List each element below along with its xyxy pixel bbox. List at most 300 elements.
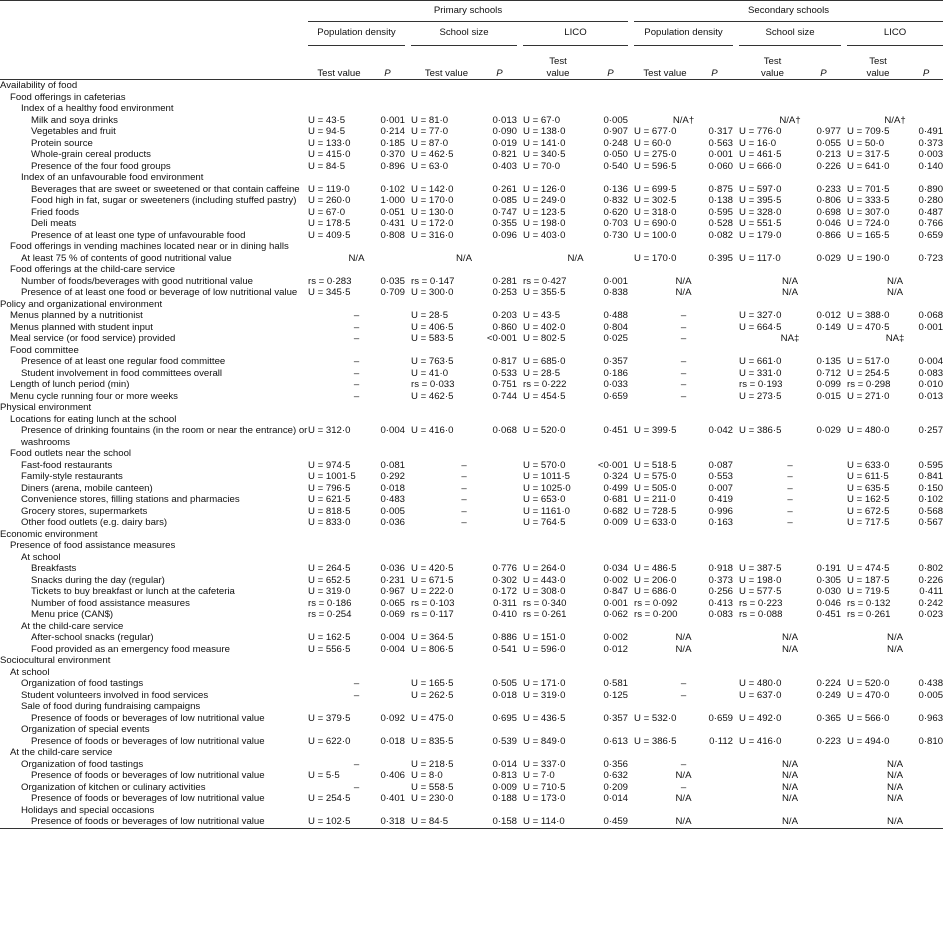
p-value-cell: 0·324 (603, 471, 628, 482)
table-row (0, 207, 943, 219)
p-value-cell: 0·838 (603, 287, 628, 298)
p-value-cell: 0·140 (918, 160, 943, 172)
table-row (0, 816, 943, 828)
test-value-cell: rs = 0·283 (308, 275, 352, 287)
p-value-cell: 0·499 (603, 482, 628, 494)
p-value-cell: 0·081 (380, 459, 405, 471)
na-cell: – (461, 459, 467, 471)
row-label: Breakfasts (31, 563, 77, 574)
test-value-cell: U = 8·0 (411, 770, 443, 781)
table-row (0, 184, 943, 196)
p-value-cell: 0·233 (816, 183, 841, 195)
na-cell: – (353, 379, 360, 390)
section-row (0, 299, 943, 311)
section-row (0, 345, 943, 357)
test-value-cell: rs = 0·298 (847, 379, 891, 390)
test-value-cell: rs = 0·117 (411, 609, 454, 620)
na-cell: N/A† (884, 114, 906, 126)
p-value-cell: 0·620 (603, 206, 628, 218)
test-value-cell: U = 187·5 (847, 574, 890, 586)
test-value-cell: U = 260·0 (308, 195, 351, 206)
test-value-cell: U = 454·5 (523, 390, 566, 402)
table-row (0, 368, 943, 380)
na-cell: N/A (887, 816, 904, 827)
test-value-cell: U = 666·0 (739, 160, 782, 172)
test-value-cell: U = 583·5 (411, 333, 454, 344)
p-value-cell: 0·009 (492, 781, 517, 793)
test-value-cell: U = 173·0 (523, 793, 566, 804)
test-value-cell: U = 802·5 (523, 333, 566, 344)
section-row (0, 92, 943, 104)
section-row (0, 724, 943, 736)
table-row (0, 195, 943, 207)
na-cell: N/A (675, 275, 692, 287)
test-value-cell: U = 461·5 (739, 149, 782, 160)
table-row (0, 678, 943, 690)
na-cell: N/A (782, 275, 798, 287)
na-cell: N/A (567, 252, 584, 264)
na-cell: N/A (675, 816, 692, 827)
na-cell: N/A (675, 287, 692, 298)
test-value-cell: U = 230·0 (411, 793, 454, 804)
p-value-cell: 0·099 (816, 379, 841, 390)
p-value-cell: 0·505 (492, 678, 517, 689)
section-label: Food offerings in vending machines located near or in dining halls (10, 241, 289, 252)
p-value-cell: 0·766 (918, 218, 943, 229)
test-value-cell: U = 142·0 (411, 183, 454, 195)
p-value-cell: 0·013 (492, 114, 517, 126)
row-label: Food provided as an emergency food measure (31, 643, 230, 655)
p-value-cell: 0·802 (918, 563, 943, 574)
na-cell: – (787, 459, 793, 471)
test-value-cell: U = 661·0 (739, 356, 782, 367)
test-value-cell: U = 319·0 (523, 689, 566, 701)
p-value-cell: 0·411 (919, 586, 943, 597)
na-cell: – (353, 758, 360, 770)
test-value-cell: rs = 0·427 (523, 275, 567, 287)
p-value-cell: 0·613 (603, 735, 628, 747)
p-value-cell: 0·055 (816, 137, 841, 149)
p-value-cell: 0·036 (380, 563, 405, 574)
section-label: At school (10, 666, 50, 678)
p-value-cell: 0·841 (918, 471, 943, 482)
test-value-cell: U = 532·0 (634, 712, 677, 724)
test-value-cell: U = 443·0 (523, 574, 566, 586)
p-value-cell: 0·311 (493, 597, 517, 609)
p-value-cell: 0·907 (603, 126, 628, 137)
na-cell: N/A (887, 643, 904, 655)
test-value-cell: U = 474·5 (847, 563, 890, 574)
table-row (0, 609, 943, 621)
na-cell: – (680, 689, 687, 701)
section-label: At the child-care service (10, 747, 113, 758)
test-value-cell: U = 1011·5 (523, 471, 571, 482)
test-value-cell: U = 162·5 (847, 494, 890, 505)
p-value-header: P (820, 67, 827, 79)
p-value-cell: 0·487 (918, 206, 943, 218)
p-value-cell: 0·751 (492, 379, 517, 390)
test-value-cell: U = 436·5 (523, 712, 566, 724)
p-value-cell: 0·231 (380, 574, 405, 586)
na-cell: – (353, 367, 360, 379)
row-label: Diners (arena, mobile canteen) (21, 482, 153, 494)
na-cell: – (353, 310, 360, 321)
test-value-cell: U = 709·5 (847, 126, 890, 137)
table-row (0, 598, 943, 610)
p-value-cell: 0·373 (918, 137, 943, 149)
p-value-cell: 0·695 (492, 712, 517, 724)
test-value-cell: U = 273·5 (739, 390, 782, 402)
row-label: Deli meats (31, 218, 77, 229)
test-value-cell: U = 520·0 (523, 425, 566, 436)
test-value-cell: U = 686·0 (634, 586, 677, 597)
test-value-cell: U = 402·0 (523, 321, 566, 333)
na-cell: – (787, 517, 793, 528)
section-label: Presence of food assistance measures (10, 540, 176, 551)
p-value-cell: 0·001 (380, 114, 405, 126)
p-value-cell: 0·355 (492, 218, 517, 229)
p-value-cell: 0·029 (816, 252, 841, 264)
section-row (0, 747, 943, 759)
p-value-cell: 0·248 (603, 137, 628, 149)
p-value-cell: 0·730 (603, 229, 628, 241)
section-row (0, 540, 943, 552)
p-value-cell: 0·491 (918, 126, 943, 137)
p-value-cell: 0·050 (603, 149, 628, 160)
test-value-cell: rs = 0·200 (634, 609, 678, 620)
section-label: Index of a healthy food environment (21, 103, 174, 114)
test-value-cell: rs = 0·103 (411, 597, 455, 609)
row-label: Number of food assistance measures (31, 597, 190, 609)
section-label: Locations for eating lunch at the school (10, 413, 177, 425)
p-value-cell: <0·001 (486, 333, 517, 344)
test-value-cell: U = 254·5 (308, 793, 351, 804)
na-cell: – (461, 505, 467, 517)
p-value-cell: 0·001 (603, 275, 628, 287)
p-value-cell: 0·539 (492, 735, 517, 747)
p-value-cell: 0·918 (708, 563, 733, 574)
test-value-cell: U = 724·0 (847, 218, 890, 229)
section-row (0, 667, 943, 679)
section-row (0, 264, 943, 276)
section-label: Sociocultural environment (0, 655, 111, 666)
p-value-cell: 0·817 (492, 356, 517, 367)
p-value-cell: 0·356 (603, 758, 628, 770)
section-label: Economic environment (0, 528, 98, 540)
table-row (0, 276, 943, 288)
section-row (0, 103, 943, 115)
test-value-cell: U = 597·0 (739, 183, 782, 195)
test-value-cell: U = 171·0 (523, 678, 566, 689)
na-cell: – (353, 356, 360, 367)
p-value-cell: 0·012 (603, 643, 628, 655)
table-row (0, 310, 943, 322)
table-row (0, 517, 943, 529)
section-row (0, 414, 943, 426)
p-value-cell: 0·875 (708, 183, 733, 195)
test-value-cell: U = 165·5 (847, 229, 890, 241)
p-value-cell: 0·213 (816, 149, 841, 160)
test-value-cell: U = 577·5 (739, 586, 782, 597)
table-row (0, 287, 943, 299)
p-value-header: P (922, 67, 930, 79)
row-label: Tickets to buy breakfast or lunch at the cafeteria (31, 586, 235, 597)
na-cell: – (680, 379, 687, 390)
p-value-cell: 0·459 (603, 816, 628, 827)
p-value-cell: 0·005 (918, 689, 943, 701)
row-label: Whole-grain cereal products (31, 149, 151, 160)
test-value-cell: U = 206·0 (634, 574, 677, 586)
test-value-cell: U = 77·0 (411, 126, 449, 137)
na-cell: – (353, 781, 360, 793)
p-value-cell: 0·886 (492, 632, 517, 643)
test-value-cell: U = 517·0 (847, 356, 890, 367)
p-value-cell: 0·138 (708, 195, 733, 206)
p-value-cell: 0·370 (380, 149, 405, 160)
test-value-cell: rs = 0·193 (739, 379, 783, 390)
test-value-header: Test value (866, 56, 890, 79)
test-value-cell: U = 165·5 (411, 678, 454, 689)
test-value-cell: U = 179·0 (739, 229, 782, 241)
test-value-cell: U = 406·5 (411, 321, 454, 333)
p-value-cell: 0·540 (603, 160, 628, 172)
section-row (0, 552, 943, 564)
p-value-cell: 0·659 (603, 390, 628, 402)
test-value-cell: U = 420·5 (411, 563, 454, 574)
p-value-cell: 0·087 (708, 459, 733, 471)
test-value-cell: U = 677·0 (634, 126, 677, 137)
p-value-cell: 0·709 (380, 287, 405, 298)
test-value-cell: U = 664·5 (739, 321, 782, 333)
p-value-cell: 0·813 (492, 770, 517, 781)
test-value-cell: U = 494·0 (847, 735, 890, 747)
table-row (0, 138, 943, 150)
test-value-cell: U = 198·0 (739, 574, 782, 586)
p-value-cell: 0·256 (708, 586, 733, 597)
row-label: Presence of foods or beverages of low nutritional value (31, 735, 265, 747)
p-value-cell: 0·410 (492, 609, 517, 620)
na-cell: – (787, 505, 793, 517)
test-value-cell: U = 764·5 (523, 517, 566, 528)
p-value-cell: 0·806 (816, 195, 841, 206)
test-value-cell: U = 81·0 (411, 114, 449, 126)
p-value-header: P (384, 67, 391, 79)
test-value-cell: U = 141·0 (523, 137, 566, 149)
test-value-cell: U = 319·0 (308, 586, 351, 597)
table-row (0, 644, 943, 656)
test-value-cell: U = 60·0 (634, 137, 672, 149)
section-label: Organization of special events (21, 724, 150, 735)
p-value-cell: 0·090 (492, 126, 517, 137)
p-value-header: P (496, 67, 503, 79)
test-value-cell: U = 300·0 (411, 287, 454, 298)
primary-schools-header: Primary schools (433, 5, 503, 16)
test-value-cell: U = 621·5 (308, 494, 351, 505)
na-cell: N/A (887, 793, 904, 804)
test-value-cell: U = 685·0 (523, 356, 566, 367)
p-value-cell: 0·996 (708, 505, 733, 517)
row-label: Student volunteers involved in food services (21, 689, 209, 701)
test-value-cell: U = 818·5 (308, 505, 351, 517)
row-label: At least 75 % of contents of good nutritional value (21, 252, 232, 264)
test-value-header: Test value (546, 56, 570, 79)
row-label: Presence of foods or beverages of low nutritional value (31, 770, 265, 781)
test-value-cell: U = 151·0 (523, 632, 566, 643)
test-value-cell: U = 264·0 (523, 563, 566, 574)
na-cell: N/A (887, 770, 904, 781)
test-value-cell: U = 611·5 (847, 471, 889, 482)
p-value-cell: 0·395 (708, 252, 733, 264)
test-value-cell: U = 308·0 (523, 586, 566, 597)
p-value-cell: 0·302 (492, 574, 517, 586)
test-value-cell: U = 717·5 (847, 517, 890, 528)
test-value-cell: U = 575·0 (634, 471, 677, 482)
section-label: Holidays and special occasions (21, 804, 155, 816)
na-cell: N/A (782, 770, 798, 781)
p-value-cell: 0·595 (708, 206, 733, 218)
p-value-cell: 0·808 (380, 229, 405, 241)
test-value-cell: U = 409·5 (308, 229, 351, 241)
p-value-cell: 0·242 (918, 597, 943, 609)
na-cell: – (461, 471, 467, 482)
test-value-cell: U = 462·5 (411, 390, 454, 402)
row-label: Food high in fat, sugar or sweeteners (including stuffed pastry) (31, 195, 297, 206)
p-value-cell: 0·002 (603, 632, 628, 643)
test-value-cell: U = 28·5 (523, 367, 561, 379)
row-label: Family-style restaurants (21, 471, 123, 482)
row-label: Student involvement in food committees overall (21, 367, 223, 379)
p-value-cell: 0·365 (816, 712, 841, 724)
test-value-cell: U = 387·5 (739, 563, 782, 574)
test-value-cell: U = 806·5 (411, 643, 454, 655)
test-value-cell: U = 43·5 (523, 310, 561, 321)
row-label: Snacks during the day (regular) (31, 574, 165, 586)
p-value-cell: 0·373 (708, 574, 733, 586)
test-value-cell: U = 558·5 (411, 781, 454, 793)
section-label: Food outlets near the school (10, 448, 132, 459)
test-value-cell: U = 635·5 (847, 482, 890, 494)
header-row-columns (0, 45, 943, 80)
section-row (0, 241, 943, 253)
section-label: Sale of food during fundraising campaigns (21, 701, 201, 712)
table-row (0, 322, 943, 334)
na-cell: N/A† (672, 114, 695, 126)
p-value-cell: 0·069 (380, 609, 405, 620)
p-value-cell: 0·030 (816, 586, 841, 597)
section-row (0, 80, 943, 92)
p-value-cell: 0·012 (816, 310, 841, 321)
p-value-cell: 0·553 (708, 471, 733, 482)
na-cell: – (353, 689, 360, 701)
p-value-header: P (711, 67, 718, 79)
test-value-cell: U = 331·0 (739, 367, 782, 379)
row-label: Presence of foods or beverages of low nutritional value (31, 793, 265, 804)
p-value-cell: 0·541 (492, 643, 517, 655)
table-row (0, 575, 943, 587)
test-value-cell: rs = 0·088 (739, 609, 783, 620)
na-cell: NA‡ (885, 333, 905, 344)
na-cell: N/A (348, 252, 365, 264)
test-value-cell: U = 7·0 (523, 770, 555, 781)
test-value-cell: rs = 0·254 (308, 609, 352, 620)
table-row (0, 736, 943, 748)
p-value-cell: 0·001 (918, 321, 943, 333)
na-cell: N/A (782, 793, 798, 804)
group-header: Population density (634, 21, 733, 45)
p-value-cell: 0·698 (816, 206, 841, 218)
test-value-cell: U = 337·0 (523, 758, 566, 770)
p-value-cell: 0·403 (492, 160, 517, 172)
test-value-cell: U = 974·5 (308, 459, 351, 471)
p-value-cell: 0·029 (816, 425, 841, 436)
p-value-cell: 0·013 (918, 390, 943, 402)
test-value-cell: U = 776·0 (739, 126, 782, 137)
row-label: Meal service (or food service) provided (10, 333, 176, 344)
na-cell: – (680, 310, 687, 321)
test-value-cell: U = 114·0 (523, 816, 565, 827)
test-value-cell: U = 849·0 (523, 735, 566, 747)
row-label: Milk and soya drinks (31, 114, 118, 126)
table-row (0, 333, 943, 345)
section-label: Food offerings at the child-care service (10, 264, 176, 275)
p-value-cell: 0·125 (603, 689, 628, 701)
p-value-cell: 0·804 (603, 321, 628, 333)
p-value-cell: 0·004 (918, 356, 943, 367)
p-value-cell: 0·967 (380, 586, 405, 597)
test-value-cell: U = 162·5 (308, 632, 351, 643)
p-value-cell: 0·317 (708, 126, 733, 137)
test-value-cell: U = 100·0 (634, 229, 677, 241)
test-value-cell: U = 1001·5 (308, 471, 356, 482)
test-value-cell: U = 641·0 (847, 160, 890, 172)
row-label: Protein source (31, 137, 93, 149)
p-value-cell: 0·224 (816, 678, 841, 689)
p-value-cell: 0·035 (380, 275, 405, 287)
test-value-cell: U = 340·5 (523, 149, 566, 160)
p-value-cell: 0·659 (918, 229, 943, 241)
test-value-cell: U = 653·0 (523, 494, 566, 505)
section-label: At the child-care service (21, 620, 124, 632)
test-value-cell: U = 492·0 (739, 712, 782, 724)
test-value-cell: U = 672·5 (847, 505, 890, 517)
p-value-cell: 0·318 (380, 816, 405, 827)
p-value-cell: 0·682 (603, 505, 628, 517)
test-value-cell: U = 327·0 (739, 310, 782, 321)
na-cell: N/A (887, 758, 904, 770)
row-label: After-school snacks (regular) (31, 632, 154, 643)
p-value-cell: 0·253 (492, 287, 517, 298)
test-value-cell: U = 264·5 (308, 563, 351, 574)
row-label: Presence of the four food groups (31, 160, 171, 172)
na-cell: N/A (887, 632, 904, 643)
section-row (0, 805, 943, 817)
p-value-cell: 0·082 (708, 229, 733, 241)
p-value-cell: 0·009 (603, 517, 628, 528)
na-cell: – (680, 356, 687, 367)
section-label: Index of an unfavourable food environment (21, 172, 204, 183)
p-value-cell: 0·533 (492, 367, 517, 379)
p-value-cell: 0·010 (918, 379, 943, 390)
section-label: Physical environment (0, 402, 92, 413)
p-value-cell: 0·188 (492, 793, 517, 804)
test-value-cell: U = 355·5 (523, 287, 566, 298)
test-value-cell: U = 130·0 (411, 206, 454, 218)
section-row (0, 529, 943, 541)
section-row (0, 448, 943, 460)
test-value-cell: U = 633·0 (847, 459, 890, 471)
p-value-cell: 0·112 (709, 735, 733, 747)
p-value-cell: 0·015 (816, 390, 841, 402)
